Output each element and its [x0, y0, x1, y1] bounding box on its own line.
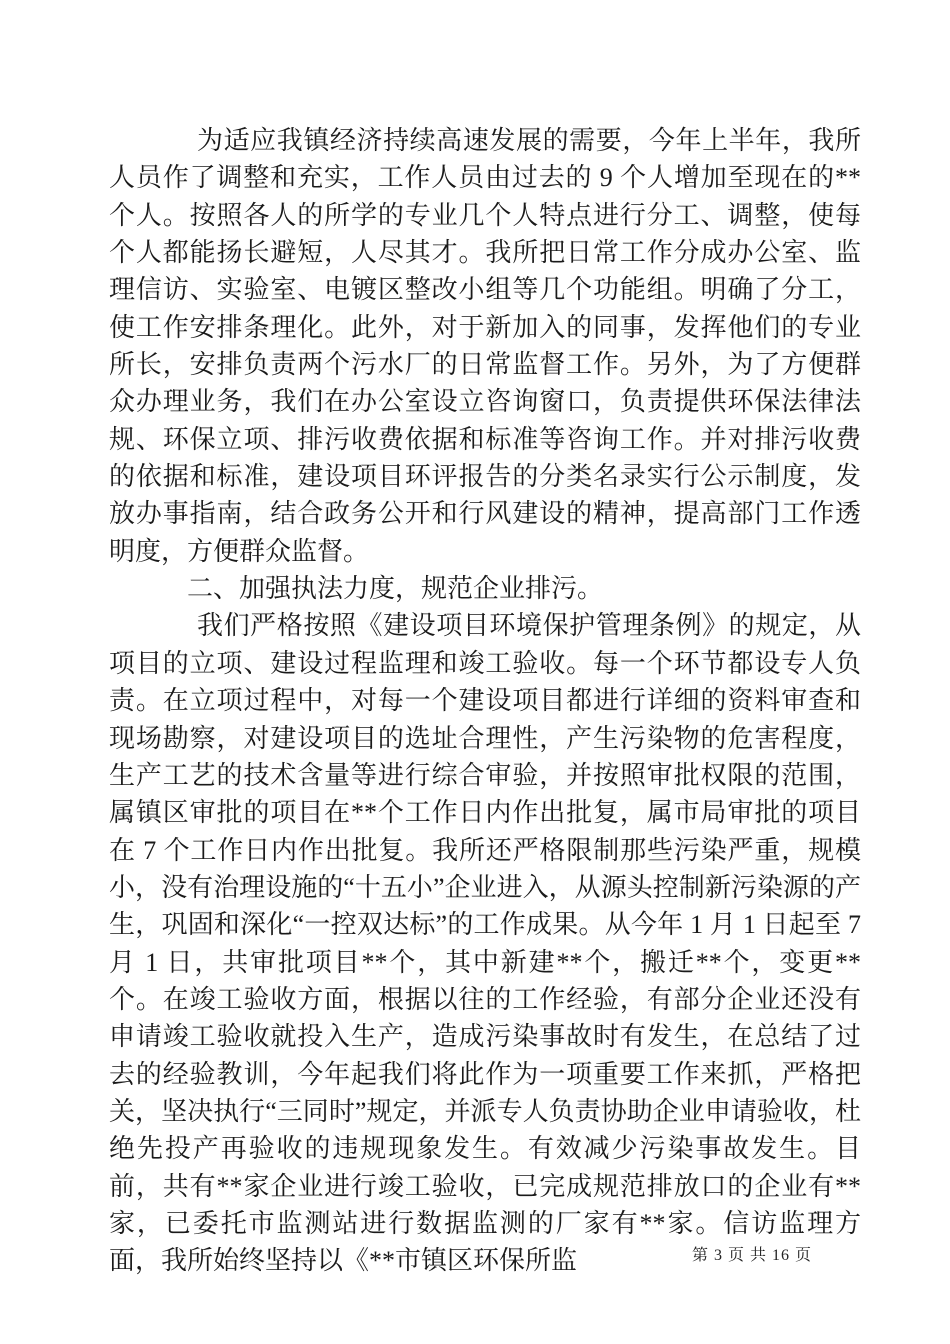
page-number: 第 3 页 共 16 页 [691, 1247, 812, 1264]
paragraph-enforcement: 我们严格按照《建设项目环境保护管理条例》的规定，从项目的立项、建设过程监理和竣工验收。每一个环节都设专人负责。在立项过程中，对每一个建设项目都进行详细的资料审查和现场勘察，对建设项目的选址合理性，产生污染物的危害程度，生产工艺的技术含量等进行综合审验，并按照审批权限的范围，属镇区审批的项目在**个工作日内作出批复，属市局审批的项目在 7 个工作日内作出批复。我所还严格限制那些污染严重，规模小，没有治理设施的“十五小”企业进入，从源头控制新污染源的产生，巩固和深化“一控双达标”的工作成果。从今年 1 月 1 日起至 7 月 1 日，共审批项目**个，其中新建**个，搬迁**个，变更**个。在竣工验收方面，根据以往的工作经验，有部分企业还没有申请竣工验收就投入生产，造成污染事故时有发生，在总结了过去的经验教训，今年起我们将此作为一项重要工作来抓，严格把关，坚决执行“三同时”规定，并派专人负责协助企业申请验收，杜绝先投产再验收的违规现象发生。有效减少污染事故发生。目前，共有**家企业进行竣工验收，已完成规范排放口的企业有**家，已委托市监测站进行数据监测的厂家有**家。信访监理方面，我所始终坚持以《**市镇区环保所监 [109, 611, 861, 1276]
page-footer [692, 1247, 812, 1265]
section-heading-2: 二、加强执法力度，规范企业排污。 [187, 574, 604, 604]
document-body [109, 122, 861, 1280]
paragraph-staffing-adjustment: 为适应我镇经济持续高速发展的需要，今年上半年，我所人员作了调整和充实，工作人员由过去的 9 个人增加至现在的**个人。按照各人的所学的专业几个人特点进行分工、调整，使每个人都能扬长避短，人尽其才。我所把日常工作分成办公室、监理信访、实验室、电镀区整改小组等几个功能组。明确了分工，使工作安排条理化。此外，对于新加入的同事，发挥他们的专业所长，安排负责两个污水厂的日常监督工作。另外，为了方便群众办理业务，我们在办公室设立咨询窗口，负责提供环保法律法规、环保立项、排污收费依据和标准等咨询工作。并对排污收费的依据和标准，建设项目环评报告的分类名录实行公示制度，发放办事指南，结合政务公开和行风建设的精神，提高部门工作透明度，方便群众监督。 [109, 126, 861, 566]
